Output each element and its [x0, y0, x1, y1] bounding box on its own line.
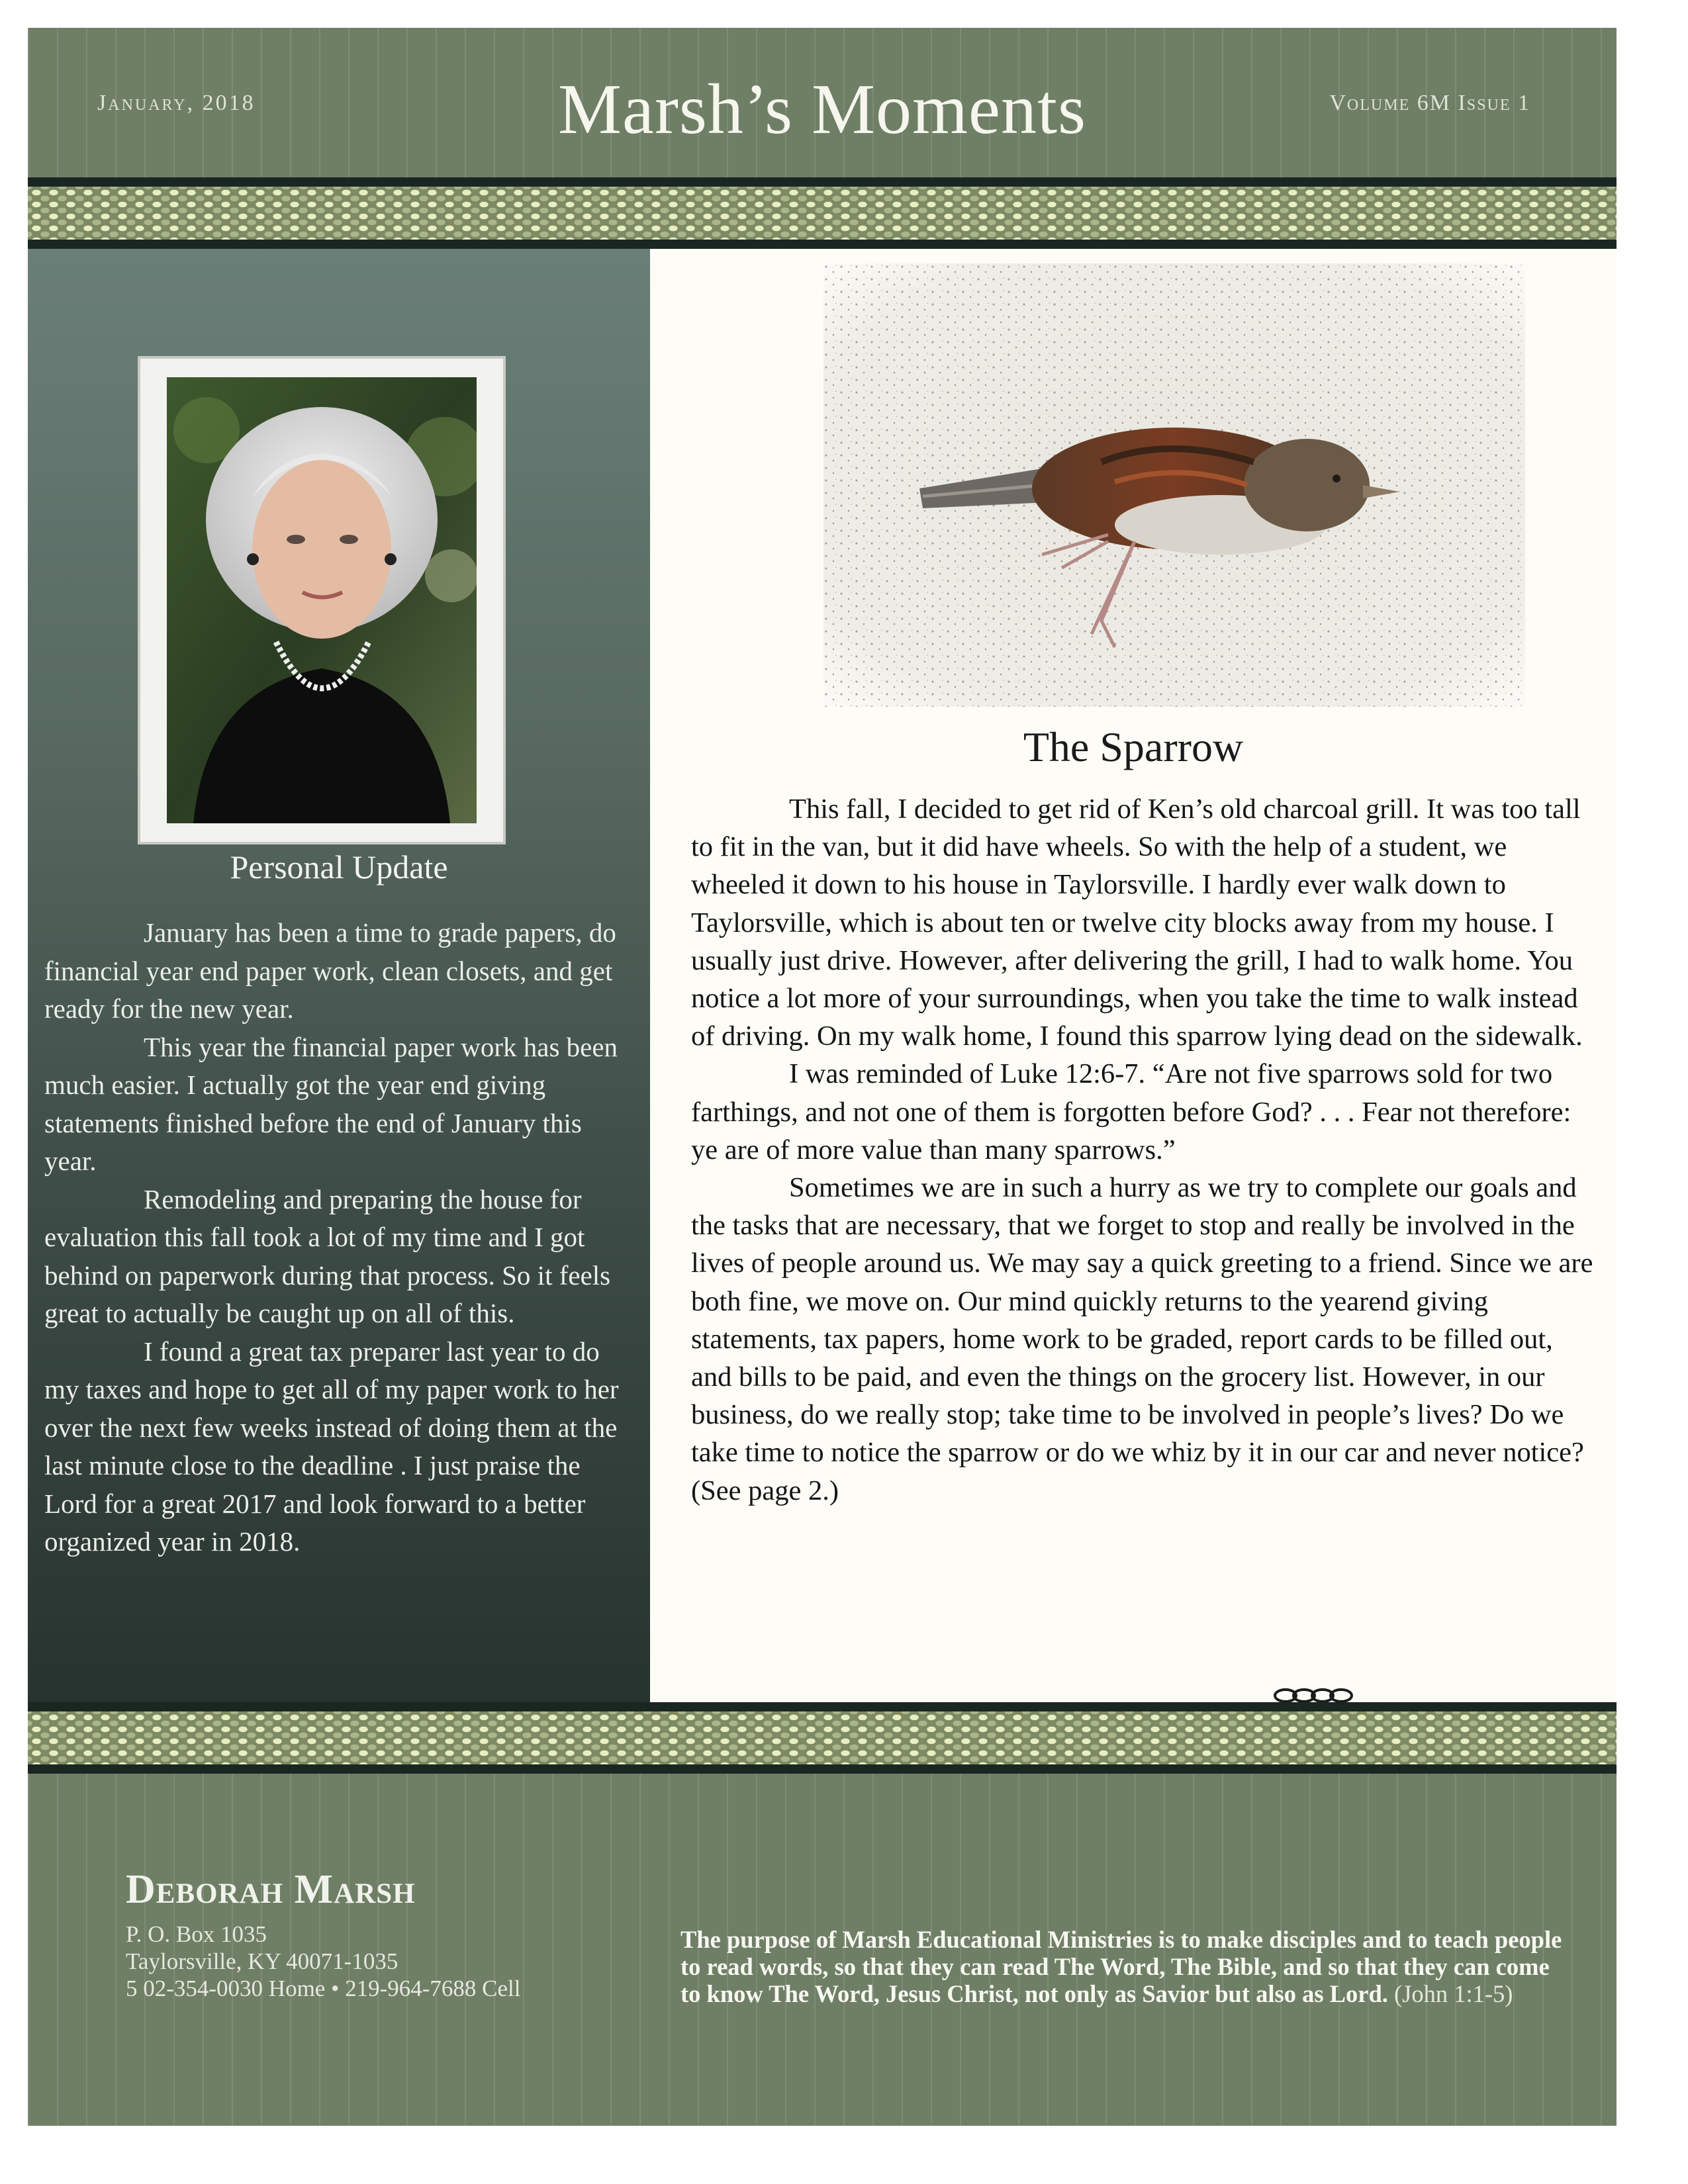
decorative-border-bottom	[28, 1702, 1617, 1774]
mission-text: The purpose of Marsh Educational Ministries is to make disciples and to teach people to read words, so that they can read The Word, The Bible, and so that they can come to know The Word, Jesus Christ, not only as Savior but also as Lord.	[680, 1926, 1562, 2007]
article-body	[691, 790, 1598, 1510]
article-panel	[650, 249, 1617, 1704]
author-name: Deborah Marsh	[126, 1867, 416, 1912]
article-paragraph: This fall, I decided to get rid of Ken’s old charcoal grill. It was too tall to fit in the van, but it did have wheels. So with the help of a student, we wheeled it down to his house in Taylorsville. I hardly ever walk down to Taylorsville, which is about ten or twelve city blocks away from my house. I usually just drive. However, after delivering the grill, I had to walk home. You notice a lot more of your surroundings, when you take the time to walk instead of driving. On my walk home, I found this sparrow lying dead on the sidewalk.	[691, 794, 1583, 1052]
address-line: P. O. Box 1035	[126, 1921, 267, 1947]
footer	[28, 1774, 1617, 2126]
decorative-border-top	[28, 177, 1617, 249]
personal-update-paragraph: Remodeling and preparing the house for evaluation this fall took a lot of my time and I got behind on paperwork during that process. So it feels great to actually be caught up on all of this.	[44, 1183, 611, 1328]
personal-update-body	[44, 914, 624, 1561]
newsletter-title: Marsh’s Moments	[558, 70, 1086, 149]
masthead	[28, 28, 1617, 180]
article-paragraph: Sometimes we are in such a hurry as we try to complete our goals and the tasks that are necessary, that we forget to stop and really be involved in the lives of people around us. We may say a quick greeting to a friend. Since we are both fine, we move on. Our mind quickly returns to the yearend giving statements, tax papers, home work to be graded, report cards to be filled out, and bills to be paid, and even the things on the grocery list. However, in our business, do we really stop; take time to be involved in people’s lives? Do we take time to notice the sparrow or do we whiz by it in our car and never notice? (See page 2.)	[691, 1172, 1593, 1506]
issue-date: January, 2018	[97, 91, 256, 115]
personal-update-panel	[28, 249, 650, 1704]
address-line: Taylorsville, KY 40071-1035	[126, 1948, 399, 1974]
newsletter-page	[28, 28, 1617, 2126]
volume-issue: Volume 6M Issue 1	[1329, 91, 1530, 115]
personal-update-paragraph: This year the financial paper work has been much easier. I actually got the year end giving statements finished before the end of January this year.	[44, 1031, 618, 1176]
mission-statement	[680, 1926, 1568, 2007]
contact-info	[126, 1921, 521, 2002]
scripture-reference: (John 1:1-5)	[1394, 1980, 1513, 2007]
sparrow-photo	[823, 263, 1525, 707]
personal-update-paragraph: I found a great tax preparer last year to do my taxes and hope to get all of my paper work to her over the next few weeks instead of doing them at the last minute close to the deadline . I just praise the Lord for a great 2017 and look forward to a better organized year in 2018.	[44, 1336, 619, 1557]
personal-update-paragraph: January has been a time to grade papers, do financial year end paper work, clean closets, and get ready for the new year.	[44, 917, 616, 1024]
personal-update-heading: Personal Update	[230, 848, 448, 886]
portrait-photo	[167, 377, 477, 823]
portrait-photo-frame	[138, 356, 506, 844]
article-paragraph: I was reminded of Luke 12:6-7. “Are not five sparrows sold for two farthings, and not one of them is forgotten before God? . . . Fear not therefore: ye are of more value than many sparrows.”	[691, 1058, 1571, 1165]
article-title: The Sparrow	[1023, 723, 1244, 770]
phone-numbers: 5 02-354-0030 Home • 219-964-7688 Cell	[126, 1976, 521, 2001]
